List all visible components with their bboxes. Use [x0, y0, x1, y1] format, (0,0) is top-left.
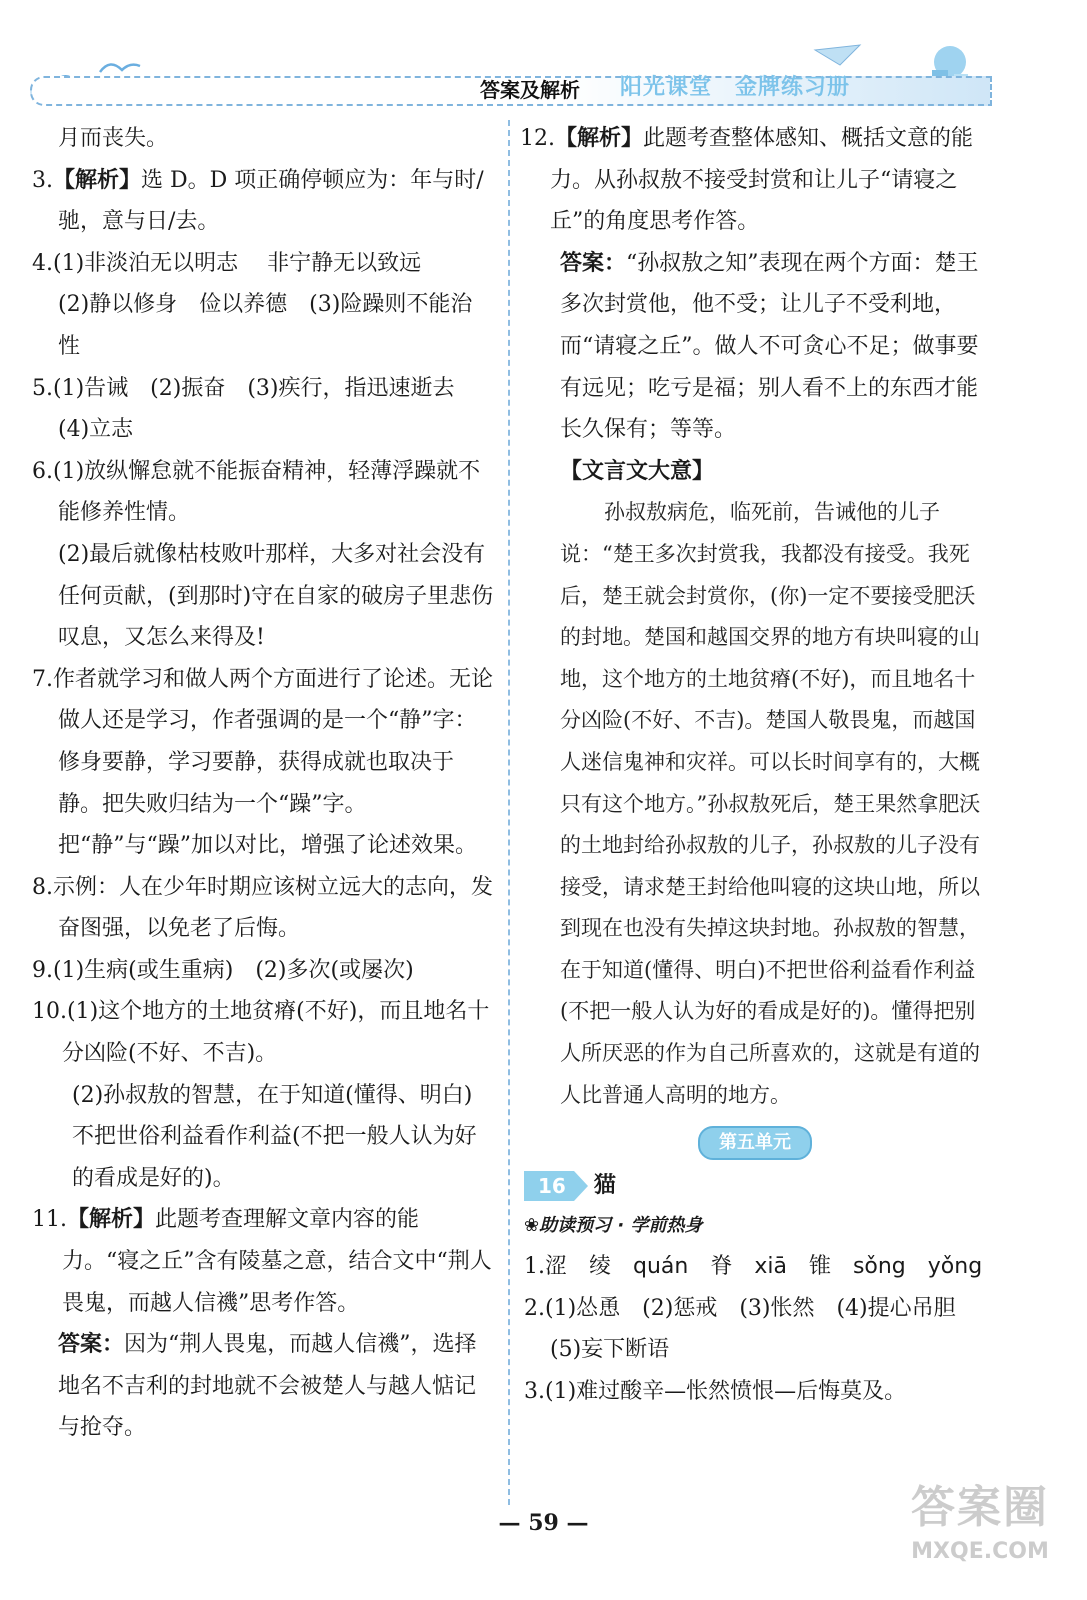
preview-q2-a: 2.(1)怂恿 (2)惩戒 (3)怅然 (4)提心吊胆	[524, 1295, 956, 1321]
answer-text: 选 D。D 项正确停顿应为：年与时/驰，意与日/去。	[58, 167, 484, 235]
paper-plane-icon	[810, 40, 870, 70]
unit-badge: 第五单元	[698, 1126, 812, 1160]
answer-line: 月而丧失。	[58, 126, 169, 151]
summary-text: 孙叔敖病危，临死前，告诫他的儿子说：“楚王多次封赏我，我都没有接受。我死后，楚王就会封赏你，(你)一定不要接受肥沃的封地。楚国和越国交界的地方有块叫寝的山地，这个地方的土地贫瘠(不好)，而且地名十分凶险(不好、不吉)。楚国人敬畏鬼，而越国人迷信鬼神和灾祥。可以长时间享有的，大概只有这个地方。”孙叔敖死后，楚王果然拿肥沃的土地封给孙叔敖的儿子，孙叔敖的儿子没有接受，请求楚王封给他叫寝的这块山地，所以到现在也没有失掉这块封地。孙叔敖的智慧，在于知道(懂得、明白)不把世俗利益看作利益(不把一般人认为好的看成是好的)。懂得把别人所厌恶的作为自己所喜欢的，这就是有道的人比普通人高明的地方。	[560, 500, 981, 1107]
analysis-tag: 【解析】	[67, 1206, 156, 1233]
preview-q3: 3.(1)难过酸辛—怅然愤恨—后悔莫及。	[524, 1379, 907, 1405]
answer-q11: 11.【解析】此题考查理解文章内容的能力。“寝之丘”含有陵墓之意，结合文中“荆人畏鬼，而越人信禨”思考作答。	[32, 1206, 492, 1316]
answer-text: 此题考查整体感知、概括文意的能力。从孙叔敖不接受封赏和让儿子“请寝之丘”的角度思考作答。	[550, 126, 974, 235]
answer-q6-a: 6.(1)放纵懈怠就不能振奋精神，轻薄浮躁就不能修养性情。	[32, 458, 481, 526]
pinyin-items: 涩 绫 quán 脊 xiā 锥 sǒng yǒng	[545, 1254, 983, 1280]
answer-q10-a: 10.(1)这个地方的土地贫瘠(不好)，而且地名十分凶险(不好、不吉)。	[32, 999, 490, 1067]
answer-text: 此题考查理解文章内容的能力。“寝之丘”含有陵墓之意，结合文中“荆人畏鬼，而越人信禨”思考作答。	[62, 1207, 492, 1316]
watermark	[890, 1478, 1070, 1588]
column-divider	[508, 120, 510, 1505]
answer-text: 因为“荆人畏鬼，而越人信禨”，选择地名不吉利的封地就不会被楚人与越人惦记与抢夺。	[58, 1332, 477, 1441]
preview-q2-b: (5)妄下断语	[550, 1337, 670, 1363]
preview-label	[520, 1206, 990, 1246]
answer-q12-answer	[520, 243, 990, 451]
answer-q4-a: 4.(1)非淡泊无以明志 非宁静无以致远	[32, 250, 422, 276]
lesson-number: 16	[524, 1171, 574, 1201]
answer-q10-b: (2)孙叔敖的智慧，在于知道(懂得、明白)不把世俗利益看作利益(不把一般人认为好的看成是好的)。	[72, 1082, 477, 1191]
analysis-tag: 【解析】	[53, 166, 142, 193]
bullet-icon: ❀	[524, 1215, 540, 1237]
arrow-icon	[574, 1171, 588, 1201]
answer-q4-b: (2)静以修身 俭以养德 (3)险躁则不能治性	[58, 292, 473, 359]
analysis-tag: 【解析】	[555, 125, 644, 151]
answer-q3: 3.【解析】选 D。D 项正确停顿应为：年与时/驰，意与日/去。	[32, 166, 484, 235]
preview-q1	[520, 1246, 990, 1288]
watermark-url: MXQE.COM	[911, 1539, 1049, 1564]
answer-q6-b: (2)最后就像枯枝败叶那样，大多对社会没有任何贡献，(到那时)守在自家的破房子里悲伤叹息，又怎么来得及!	[58, 541, 494, 651]
preview-label-text: 助读预习 · 学前热身	[539, 1215, 703, 1237]
header-title: 答案及解析	[480, 78, 580, 102]
lesson-heading	[520, 1166, 990, 1206]
answer-q5-a: 5.(1)告诫 (2)振奋 (3)疾行，指迅速逝去	[32, 375, 455, 401]
answer-q11-answer	[32, 1324, 494, 1449]
lesson-title: 猫	[593, 1172, 616, 1199]
answer-label: 答案：	[58, 1331, 125, 1358]
answer-q5-b: (4)立志	[58, 417, 134, 443]
answer-q9: 9.(1)生病(或生重病) (2)多次(或屡次)	[32, 957, 414, 983]
page-header	[30, 40, 990, 112]
answer-q12: 12.【解析】此题考查整体感知、概括文意的能力。从孙叔敖不接受封赏和让儿子“请寝之丘”的角度思考作答。	[520, 125, 974, 235]
left-column	[32, 118, 494, 1449]
header-brand: 阳光课堂 金牌练习册	[620, 75, 851, 100]
summary-title: 【文言文大意】	[560, 457, 715, 484]
answer-q8: 8.示例：人在少年时期应该树立远大的志向，发奋图强，以免老了后悔。	[32, 874, 493, 942]
page-number: — 59 —	[498, 1510, 589, 1536]
answer-label: 答案：	[560, 249, 627, 276]
watermark-logo: 答案圈	[911, 1482, 1049, 1533]
answer-text: “孙叔敖之知”表现在两个方面：楚王多次封赏他，他不受；让儿子不受利地，而“请寝之丘”。做人不可贪心不足；做事要有远见；吃亏是福；别人看不上的东西才能长久保有；等等。	[560, 250, 979, 443]
item-number: 1.	[524, 1254, 545, 1280]
answer-q7: 7.作者就学习和做人两个方面进行了论述。无论做人还是学习，作者强调的是一个“静”字：修身要静，学习要静，获得成就也取决于静。把失败归结为一个“躁”字。把“静”与“躁”加以对比，增强了论述效果。	[32, 666, 493, 859]
right-column	[520, 118, 990, 1413]
